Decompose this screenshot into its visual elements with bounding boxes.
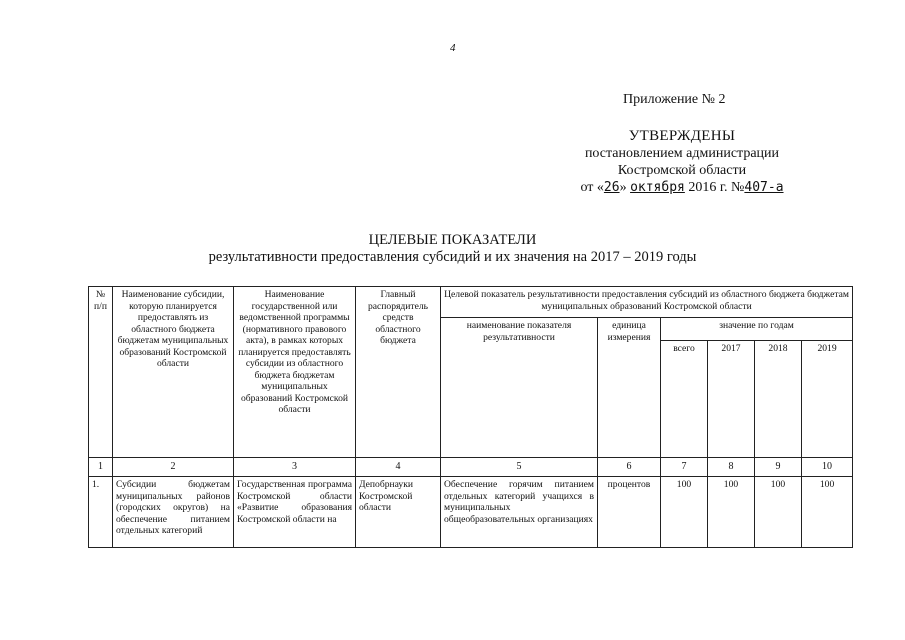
- row-2019: 100: [802, 477, 853, 548]
- decree-mid: »: [619, 180, 627, 195]
- decree-number: 407-а: [744, 180, 784, 195]
- column-number: 9: [755, 458, 802, 477]
- row-administrator: Депобрнауки Костромской области: [356, 477, 441, 548]
- appendix-label: Приложение № 2: [623, 92, 726, 107]
- header-subsidy-name: Наименование субсидии, которую планируется предоставлять из областного бюджета бюджетам муниципальных образований Костромской области: [113, 287, 234, 458]
- title-line-1: ЦЕЛЕВЫЕ ПОКАЗАТЕЛИ: [368, 232, 537, 248]
- header-program-name: Наименование государственной или ведомственной программы (нормативного правового акта), в рамках которых планируется предоставлять субсидии из областного бюджета бюджетам муниципальных образований Костромской области: [234, 287, 356, 458]
- header-num: № п/п: [89, 287, 113, 458]
- row-num: 1.: [89, 477, 113, 548]
- column-number: 1: [89, 458, 113, 477]
- decree-month: октября: [630, 180, 685, 195]
- header-total: всего: [661, 341, 708, 458]
- header-target-indicator: Целевой показатель результативности предоставления субсидий из областного бюджета бюджетам муниципальных образований Костромской области: [441, 287, 853, 318]
- column-number: 8: [708, 458, 755, 477]
- column-number: 3: [234, 458, 356, 477]
- column-number-row: [89, 458, 853, 477]
- column-number: 6: [598, 458, 661, 477]
- decree-prefix: от «: [580, 180, 604, 195]
- decree-day: 26: [603, 180, 620, 195]
- row-2018: 100: [755, 477, 802, 548]
- column-number: 5: [441, 458, 598, 477]
- indicators-table: [88, 286, 853, 548]
- decree-line: [540, 179, 824, 196]
- decree-year: 2016 г. №: [688, 180, 745, 195]
- approved-by-line: постановлением администрации: [584, 146, 780, 161]
- header-administrator: Главный распорядитель средств областного бюджета: [356, 287, 441, 458]
- row-indicator: Обеспечение горячим питанием отдельных категорий учащихся в муниципальных общеобразовательных организациях: [441, 477, 598, 548]
- column-number: 2: [113, 458, 234, 477]
- table-row: [89, 477, 853, 548]
- column-number: 10: [802, 458, 853, 477]
- header-year-2019: 2019: [802, 341, 853, 458]
- row-program: Государственная программа Костромской области «Развитие образования Костромской области на: [234, 477, 356, 548]
- column-number: 4: [356, 458, 441, 477]
- page-number: 4: [450, 42, 456, 54]
- header-values-by-year: значение по годам: [661, 318, 853, 341]
- header-indicator-name: наименование показателя результативности: [441, 318, 598, 458]
- title-line-2: результативности предоставления субсидий и их значения на 2017 – 2019 годы: [208, 249, 697, 265]
- document-title: [0, 232, 905, 266]
- approval-block: [540, 128, 824, 196]
- header-unit: единица измерения: [598, 318, 661, 458]
- row-unit: процентов: [598, 477, 661, 548]
- approved-region-line: Костромской области: [617, 163, 747, 178]
- row-2017: 100: [708, 477, 755, 548]
- row-total: 100: [661, 477, 708, 548]
- approved-title: УТВЕРЖДЕНЫ: [628, 128, 736, 144]
- column-number: 7: [661, 458, 708, 477]
- header-year-2017: 2017: [708, 341, 755, 458]
- row-subsidy: Субсидии бюджетам муниципальных районов (городских округов) на обеспечение питанием отдельных категорий: [113, 477, 234, 548]
- header-year-2018: 2018: [755, 341, 802, 458]
